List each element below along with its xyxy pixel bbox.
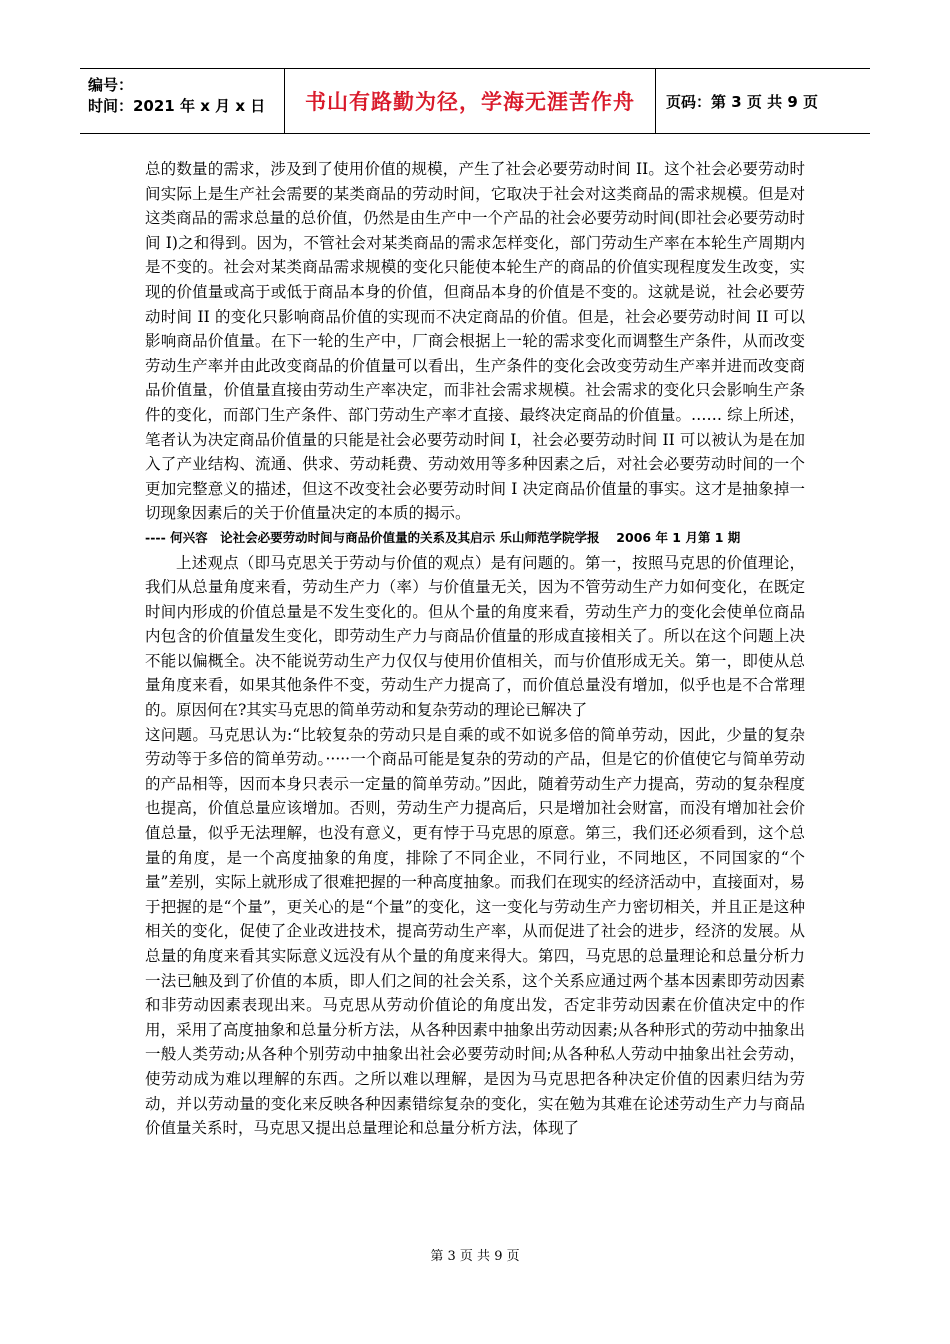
paragraph-1: 总的数量的需求，涉及到了使用价值的规模，产生了社会必要劳动时间 II。这个社会必要劳动时间实际上是生产社会需要的某类商品的劳动时间，它取决于社会对这类商品的需求规模。但是对这类商品的需求总量的总价值，仍然是由生产中一个产品的社会必要劳动时间(即社会必要劳动时间 I)之和得到。因为，不管社会对某类商品的需求怎样变化，部门劳动生产率在本轮生产周期内是不变的。社会对某类商品需求规模的变化只能使本轮生产的商品的价值实现程度发生改变，实现的价值量或高于或低于商品本身的价值，但商品本身的价值是不变的。这就是说，社会必要劳动时间 II 的变化只影响商品价值的实现而不决定商品的价值。但是，社会必要劳动时间 II 可以影响商品价值量。在下一轮的生产中，厂商会根据上一轮的需求变化而调整生产条件，从而改变劳动生产率并由此改变商品的价值量可以看出，生产条件的变化会改变劳动生产率并进而改变商品价值量，价值量直接由劳动生产率决定，而非社会需求规模。社会需求的变化只会影响生产条件的变化，而部门生产条件、部门劳动生产率才直接、最终决定商品的价值量。…… 综上所述，笔者认为决定商品价值量的只能是社会必要劳动时间 I，社会必要劳动时间 II 可以被认为是在加入了产业结构、流通、供求、劳动耗费、劳动效用等多种因素之后，对社会必要劳动时间的一个更加完整意义的描述，但这不改变社会必要劳动时间 I 决定商品价值量的事实。这才是抽象掉一切现象因素后的关于价值量决定的本质的揭示。 [145,160,805,523]
page-footer: 第 3 页 共 9 页 [430,1249,520,1264]
header-page-cell [656,69,870,133]
citation-line: ---- 何兴容 论社会必要劳动时间与商品价值量的关系及其启示 乐山师范学院学报 2006 年 1 月第 1 期 [145,529,741,545]
header-meta [80,69,285,133]
paragraph-2: 上述观点（即马克思关于劳动与价值的观点）是有问题的。第一，按照马克思的价值理论，我们从总量角度来看，劳动生产力（率）与价值量无关，因为不管劳动生产力如何变化，在既定时间内形成的价值总量是不发生变化的。但从个量的角度来看，劳动生产力的变化会使单位商品内包含的价值量发生变化，即劳动生产力与商品价值量的形成直接相关了。所以在这个问题上决不能以偏概全。决不能说劳动生产力仅仅与使用价值相关，而与价值形成无关。第一，即使从总量角度来看，如果其他条件不变，劳动生产力提高了，而价值总量没有增加，似乎也是不合常理的。原因何在?其实马克思的简单劳动和复杂劳动的理论已解决了 [145,553,805,720]
page-header [80,68,870,134]
header-motto-cell [285,69,656,133]
document-number-label: 编号： [88,76,134,94]
paragraph-3: 这问题。马克思认为:“比较复杂的劳动只是自乘的或不如说多倍的简单劳动，因此，少量的复杂劳动等于多倍的简单劳动。·····一个商品可能是复杂的劳动的产品，但是它的价值使它与简单劳动的产品相等，因而本身只表示一定量的简单劳动。”因此，随着劳动生产力提高，劳动的复杂程度也提高，价值总量应该增加。否则，劳动生产力提高后，只是增加社会财富，而没有增加社会价值总量，似乎无法理解，也没有意义，更有悖于马克思的原意。第三，我们还必须看到，这个总量的角度，是一个高度抽象的角度，排除了不同企业，不同行业，不同地区，不同国家的“个量”差别，实际上就形成了很难把握的一种高度抽象。而我们在现实的经济活动中，直接面对，易于把握的是“个量”，更关心的是“个量”的变化，这一变化与劳动生产力密切相关，并且正是这种相关的变化，促使了企业改进技术，提高劳动生产率，从而促进了社会的进步，经济的发展。从总量的角度来看其实际意义远没有从个量的角度来得大。第四，马克思的总量理论和总量分析力一法已触及到了价值的本质，即人们之间的社会关系，这个关系应通过两个基本因素即劳动因素和非劳动因素表现出来。马克思从劳动价值论的角度出发，否定非劳动因素在价值决定中的作用，采用了高度抽象和总量分析方法，从各种因素中抽象出劳动因素;从各种形式的劳动中抽象出一般人类劳动;从各种个别劳动中抽象出社会必要劳动时间;从各种私人劳动中抽象出社会劳动，使劳动成为难以理解的东西。之所以难以理解，是因为马克思把各种决定价值的因素归结为劳动，并以劳动量的变化来反映各种因素错综复杂的变化，实在勉为其难在论述劳动生产力与商品价值量关系时，马克思又提出总量理论和总量分析方法，体现了 [145,725,805,1138]
header-motto: 书山有路勤为径，学海无涯苦作舟 [305,90,635,114]
header-page-number: 页码：第 3 页 共 9 页 [666,92,818,111]
document-body [145,157,805,1141]
document-time-label: 时间：2021 年 x 月 x 日 [88,97,266,115]
